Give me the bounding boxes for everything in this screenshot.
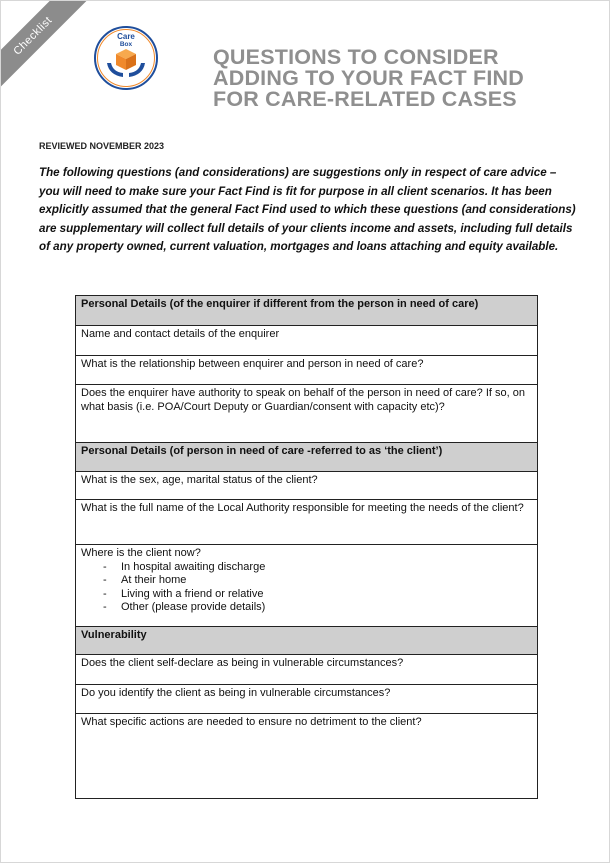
checklist-label: Checklist bbox=[1, 1, 99, 102]
table-row bbox=[76, 500, 538, 545]
table-row bbox=[76, 714, 538, 799]
question-specific-actions: What specific actions are needed to ensure no detriment to the client? bbox=[76, 714, 538, 799]
question-identify-vulnerable: Do you identify the client as being in vulnerable circumstances? bbox=[76, 685, 538, 714]
list-item: - Other (please provide details) bbox=[103, 601, 532, 615]
logo-text-box: Box bbox=[119, 41, 133, 48]
fact-find-table bbox=[75, 295, 538, 799]
list-item: - Living with a friend or relative bbox=[103, 588, 532, 602]
list-item: - In hospital awaiting discharge bbox=[103, 561, 532, 575]
question-self-declare-vulnerable: Does the client self-declare as being in vulnerable circumstances? bbox=[76, 655, 538, 685]
page-title bbox=[213, 47, 573, 110]
question-local-authority: What is the full name of the Local Authority responsible for meeting the needs of the client? bbox=[76, 500, 538, 545]
section-header-row bbox=[76, 296, 538, 326]
question-enquirer-authority: Does the enquirer have authority to speak on behalf of the person in need of care? If so, on what basis (i.e. POA/Court Deputy or Guardian/consent with capacity etc)? bbox=[76, 385, 538, 443]
section-header-vulnerability: Vulnerability bbox=[76, 627, 538, 655]
section-header-row bbox=[76, 443, 538, 472]
question-enquirer-contact: Name and contact details of the enquirer bbox=[76, 326, 538, 356]
table-row bbox=[76, 385, 538, 443]
question-client-sex-age: What is the sex, age, marital status of the client? bbox=[76, 472, 538, 500]
question-client-location-text: Where is the client now? bbox=[81, 547, 201, 559]
question-enquirer-relationship: What is the relationship between enquirer and person in need of care? bbox=[76, 356, 538, 385]
table-row bbox=[76, 655, 538, 685]
table-row bbox=[76, 356, 538, 385]
logo-text-care: Care bbox=[117, 32, 135, 41]
table-row bbox=[76, 326, 538, 356]
table-row bbox=[76, 545, 538, 627]
title-line-3: FOR CARE-RELATED CASES bbox=[213, 87, 517, 111]
table-row bbox=[76, 472, 538, 500]
intro-paragraph: The following questions (and considerations) are suggestions only in respect of care advice – you will need to make sure your Fact Find is fit for purpose in all client scenarios. It has been explicitly assumed that the general Fact Find used to which these questions (and considerations) are supplementary will collect full details of your clients income and assets, including full details of any property owned, current valuation, mortgages and loans attaching and equity available. bbox=[39, 166, 576, 254]
care-box-logo bbox=[93, 25, 159, 91]
list-item: - At their home bbox=[103, 574, 532, 588]
section-header-enquirer: Personal Details (of the enquirer if different from the person in need of care) bbox=[76, 296, 538, 326]
table-row bbox=[76, 685, 538, 714]
question-client-location bbox=[76, 545, 538, 627]
section-header-row bbox=[76, 627, 538, 655]
title-line-2: ADDING TO YOUR FACT FIND bbox=[213, 66, 524, 90]
section-header-client: Personal Details (of person in need of care -referred to as ‘the client’) bbox=[76, 443, 538, 472]
client-location-options bbox=[81, 561, 532, 615]
reviewed-date: REVIEWED NOVEMBER 2023 bbox=[39, 141, 165, 151]
title-line-1: QUESTIONS TO CONSIDER bbox=[213, 45, 499, 69]
